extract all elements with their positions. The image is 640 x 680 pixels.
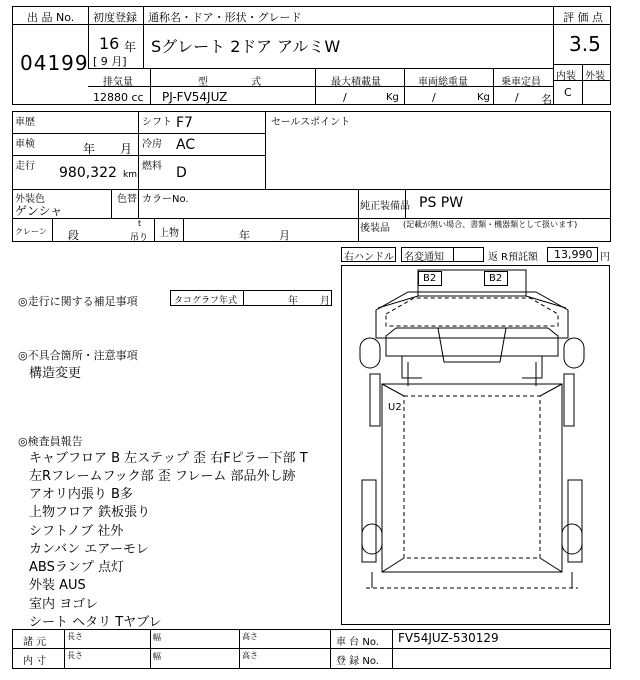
report-line: 外装 AUS xyxy=(29,578,86,593)
displacement-label: 排気量 xyxy=(103,77,133,88)
interior-grade-value: C xyxy=(564,86,572,99)
recycle-deposit-label: R預託額 xyxy=(501,252,538,263)
inspection-label: 車検 xyxy=(15,139,35,150)
reg-month: [ 9 月] xyxy=(93,55,127,68)
shift-label: シフト xyxy=(142,117,172,128)
lot-label: 出 品 No. xyxy=(27,11,75,24)
report-line: キャブフロア B 左ステップ 歪 右Fピラー下部 T xyxy=(29,451,308,466)
registration-label: 登 録 No. xyxy=(336,656,379,667)
divider xyxy=(12,155,265,156)
height-label: 高さ xyxy=(242,651,258,660)
footer-frame xyxy=(12,629,611,669)
inspection-year-unit: 年 xyxy=(83,142,96,156)
exterior-grade-label: 外装 xyxy=(585,71,605,82)
mileage-unit: km xyxy=(123,170,137,180)
aftermarket-note: (記載が無い場合、書類・機器類として扱います) xyxy=(403,220,578,229)
ac-value: AC xyxy=(176,137,196,153)
divider xyxy=(12,133,265,134)
ext-color-label: 外装色 xyxy=(15,194,45,205)
divider xyxy=(493,68,494,105)
divider xyxy=(183,218,184,242)
divider xyxy=(154,218,155,242)
divider xyxy=(64,629,65,669)
damage-diagram xyxy=(341,265,610,625)
divider xyxy=(111,189,112,218)
gross-weight-unit: Kg xyxy=(477,92,490,103)
name-change-label: 名変通知 xyxy=(404,252,444,263)
divider xyxy=(143,6,144,68)
capacity-value: / xyxy=(515,91,519,104)
tacho-year-unit: 年 xyxy=(288,296,298,307)
defect-line: 構造変更 xyxy=(29,366,82,381)
divider xyxy=(138,189,139,218)
report-line: ABSランプ 点灯 xyxy=(29,560,124,575)
interior-grade-label: 内装 xyxy=(556,71,576,82)
damage-code: U2 xyxy=(388,402,402,413)
length-label: 長さ xyxy=(67,632,83,641)
crane-hang-unit: 吊り xyxy=(130,233,149,243)
divider xyxy=(315,68,316,105)
crane-stage-unit: 段 xyxy=(68,229,79,242)
driving-notes-title: ◎走行に関する補足事項 xyxy=(18,295,138,308)
divider xyxy=(243,290,244,306)
ext-color-value: ゲンシャ xyxy=(15,204,63,218)
max-load-unit: Kg xyxy=(386,92,399,103)
gross-weight-label: 車両総重量 xyxy=(418,77,468,88)
report-line: 上物フロア 鉄板張り xyxy=(29,505,151,520)
divider xyxy=(88,68,553,69)
crane-label: クレーン xyxy=(15,227,47,236)
truck-outline xyxy=(342,266,609,624)
report-line: シフトノブ 社外 xyxy=(29,524,124,539)
interior-dims-label: 内 寸 xyxy=(23,656,47,667)
deposit-unit: 円 xyxy=(600,252,610,263)
tacho-month-unit: 月 xyxy=(320,296,330,307)
divider xyxy=(330,629,331,669)
grade-value: Sグレート 2ドア アルミW xyxy=(151,37,341,56)
divider xyxy=(150,629,151,669)
inspection-month-unit: 月 xyxy=(120,142,133,156)
score-label: 評 価 点 xyxy=(563,11,603,24)
mileage-value: 980,322 xyxy=(59,165,117,181)
capacity-label: 乗車定員 xyxy=(501,77,541,88)
aftermarket-label: 後装品 xyxy=(360,223,390,234)
max-load-label: 最大積載量 xyxy=(331,77,381,88)
divider xyxy=(582,64,583,105)
genuine-equipment-value: PS PW xyxy=(419,195,464,211)
shift-value: F7 xyxy=(176,115,193,131)
upper-body-label: 上物 xyxy=(159,228,179,239)
displacement-value: 12880 cc xyxy=(93,91,144,104)
first-reg-label: 初度登録 xyxy=(93,11,137,24)
tacho-label: タコグラフ年式 xyxy=(174,296,238,306)
reg-year: 16 xyxy=(99,34,120,53)
divider xyxy=(404,68,405,105)
width-label: 幅 xyxy=(153,633,161,642)
divider xyxy=(138,111,139,189)
divider xyxy=(52,218,53,242)
damage-mark xyxy=(418,271,442,286)
width-label: 幅 xyxy=(153,652,161,661)
model-label: 型 式 xyxy=(198,77,262,88)
gross-weight-value: / xyxy=(432,91,436,104)
report-line: 室内 ヨゴレ xyxy=(29,597,99,612)
history-label: 車歴 xyxy=(15,117,35,128)
divider xyxy=(392,629,393,669)
rhd-label: 右ハンドル xyxy=(344,252,394,263)
ac-label: 冷房 xyxy=(142,139,162,150)
height-label: 高さ xyxy=(242,632,258,641)
model-value: PJ-FV54JUZ xyxy=(162,90,228,104)
chassis-value: FV54JUZ-530129 xyxy=(398,631,499,645)
divider xyxy=(265,111,266,189)
capacity-unit: 名 xyxy=(541,93,552,106)
damage-code: B2 xyxy=(489,273,503,284)
lot-number: 04199 xyxy=(20,51,89,75)
mileage-label: 走行 xyxy=(15,161,35,172)
report-line: アオリ内張り B多 xyxy=(29,487,133,502)
crane-ton-unit: t xyxy=(138,219,142,228)
sales-point-label: セールスポイント xyxy=(271,117,351,128)
divider xyxy=(150,68,151,105)
divider xyxy=(553,6,554,105)
divider xyxy=(12,189,611,190)
divider xyxy=(239,629,240,669)
fuel-value: D xyxy=(176,165,187,181)
score-value: 3.5 xyxy=(569,32,601,56)
report-line: 左Rフレームフック部 歪 フレーム 部品外し跡 xyxy=(29,469,296,484)
defects-title: ◎不具合箇所・注意事項 xyxy=(18,349,138,362)
upper-month-unit: 月 xyxy=(279,229,290,242)
divider xyxy=(358,189,359,242)
genuine-equipment-label: 純正装備品 xyxy=(360,201,410,212)
divider xyxy=(88,86,553,87)
divider xyxy=(12,648,611,649)
report-line: カンバン エアーモレ xyxy=(29,542,149,557)
name-change-check xyxy=(453,247,484,262)
color-no-label: カラーNo. xyxy=(142,194,189,205)
color-change-label: 色替 xyxy=(117,194,137,205)
return-label: 返 xyxy=(488,252,498,263)
damage-mark xyxy=(484,271,508,286)
damage-code: B2 xyxy=(423,273,437,284)
spec-label: 諸 元 xyxy=(23,637,47,648)
grade-label: 通称名・ドア・形状・グレード xyxy=(148,11,302,24)
fuel-label: 燃料 xyxy=(142,161,162,172)
deposit-value: 13,990 xyxy=(554,248,593,261)
report-line: シート ヘタリ Tヤブレ xyxy=(29,615,162,630)
upper-year-unit: 年 xyxy=(239,229,250,242)
chassis-label: 車 台 No. xyxy=(336,637,379,648)
inspector-report-title: ◎検査員報告 xyxy=(18,435,83,448)
max-load-value: / xyxy=(343,91,347,104)
reg-year-unit: 年 xyxy=(124,40,137,54)
length-label: 長さ xyxy=(67,651,83,660)
